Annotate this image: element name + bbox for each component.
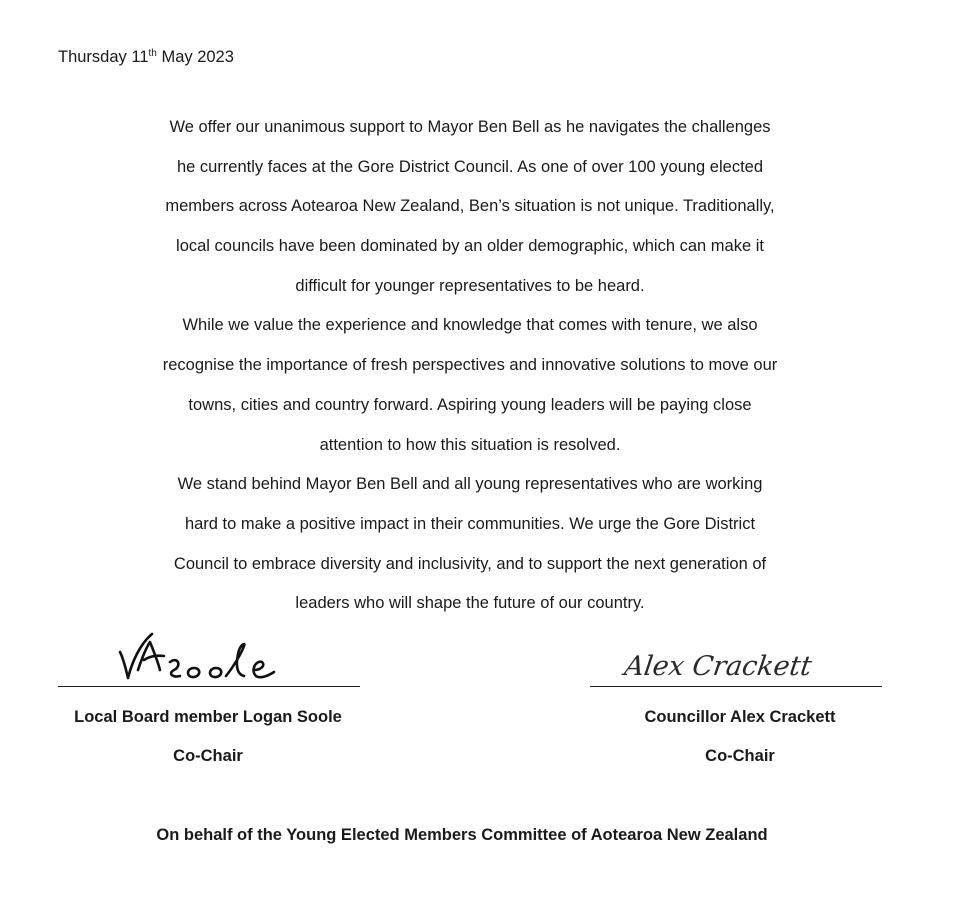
signatory-left-name: Local Board member Logan Soole	[74, 708, 342, 726]
body-line: We offer our unanimous support to Mayor Ben Bell as he navigates the challenges	[169, 118, 771, 136]
letter-footer: On behalf of the Young Elected Members Committee of Aotearoa New Zealand	[156, 826, 768, 844]
body-line: towns, cities and country forward. Aspiring young leaders will be paying close	[188, 395, 752, 414]
signature-line-left	[58, 686, 360, 687]
body-line: he currently faces at the Gore District Council. As one of over 100 young elected	[176, 157, 764, 176]
body-line: recognise the importance of fresh perspectives and innovative solutions to move our	[162, 356, 778, 375]
body-line: difficult for younger representatives to be heard.	[295, 276, 645, 295]
signature-crackett-text: Alex Crackett	[622, 651, 814, 682]
signatory-right-role: Co-Chair	[705, 747, 775, 765]
body-line: attention to how this situation is resolved.	[319, 435, 621, 454]
signatory-left-role: Co-Chair	[173, 747, 243, 765]
body-line: hard to make a positive impact in their communities. We urge the Gore District	[184, 514, 756, 533]
body-line: local councils have been dominated by an older demographic, which can make it	[176, 237, 764, 256]
date-month-year: May 2023	[161, 48, 234, 66]
letter-date	[58, 47, 234, 67]
body-line: Council to embrace diversity and inclusivity, and to support the next generation of	[173, 554, 767, 573]
body-line: members across Aotearoa New Zealand, Ben’s situation is not unique. Traditionally,	[165, 197, 775, 216]
body-line: While we value the experience and knowledge that comes with tenure, we also	[182, 316, 758, 335]
body-line: leaders who will shape the future of our country.	[295, 594, 645, 613]
signature-soole	[108, 622, 308, 692]
signature-crackett	[618, 643, 843, 685]
signature-line-right	[590, 686, 882, 687]
date-weekday: Thursday	[58, 48, 127, 66]
date-day-suffix: th	[148, 48, 157, 59]
date-day: 11	[131, 48, 149, 66]
signatory-right-name: Councillor Alex Crackett	[644, 708, 836, 726]
letter-body	[60, 113, 880, 629]
body-line: We stand behind Mayor Ben Bell and all young representatives who are working	[177, 475, 763, 494]
